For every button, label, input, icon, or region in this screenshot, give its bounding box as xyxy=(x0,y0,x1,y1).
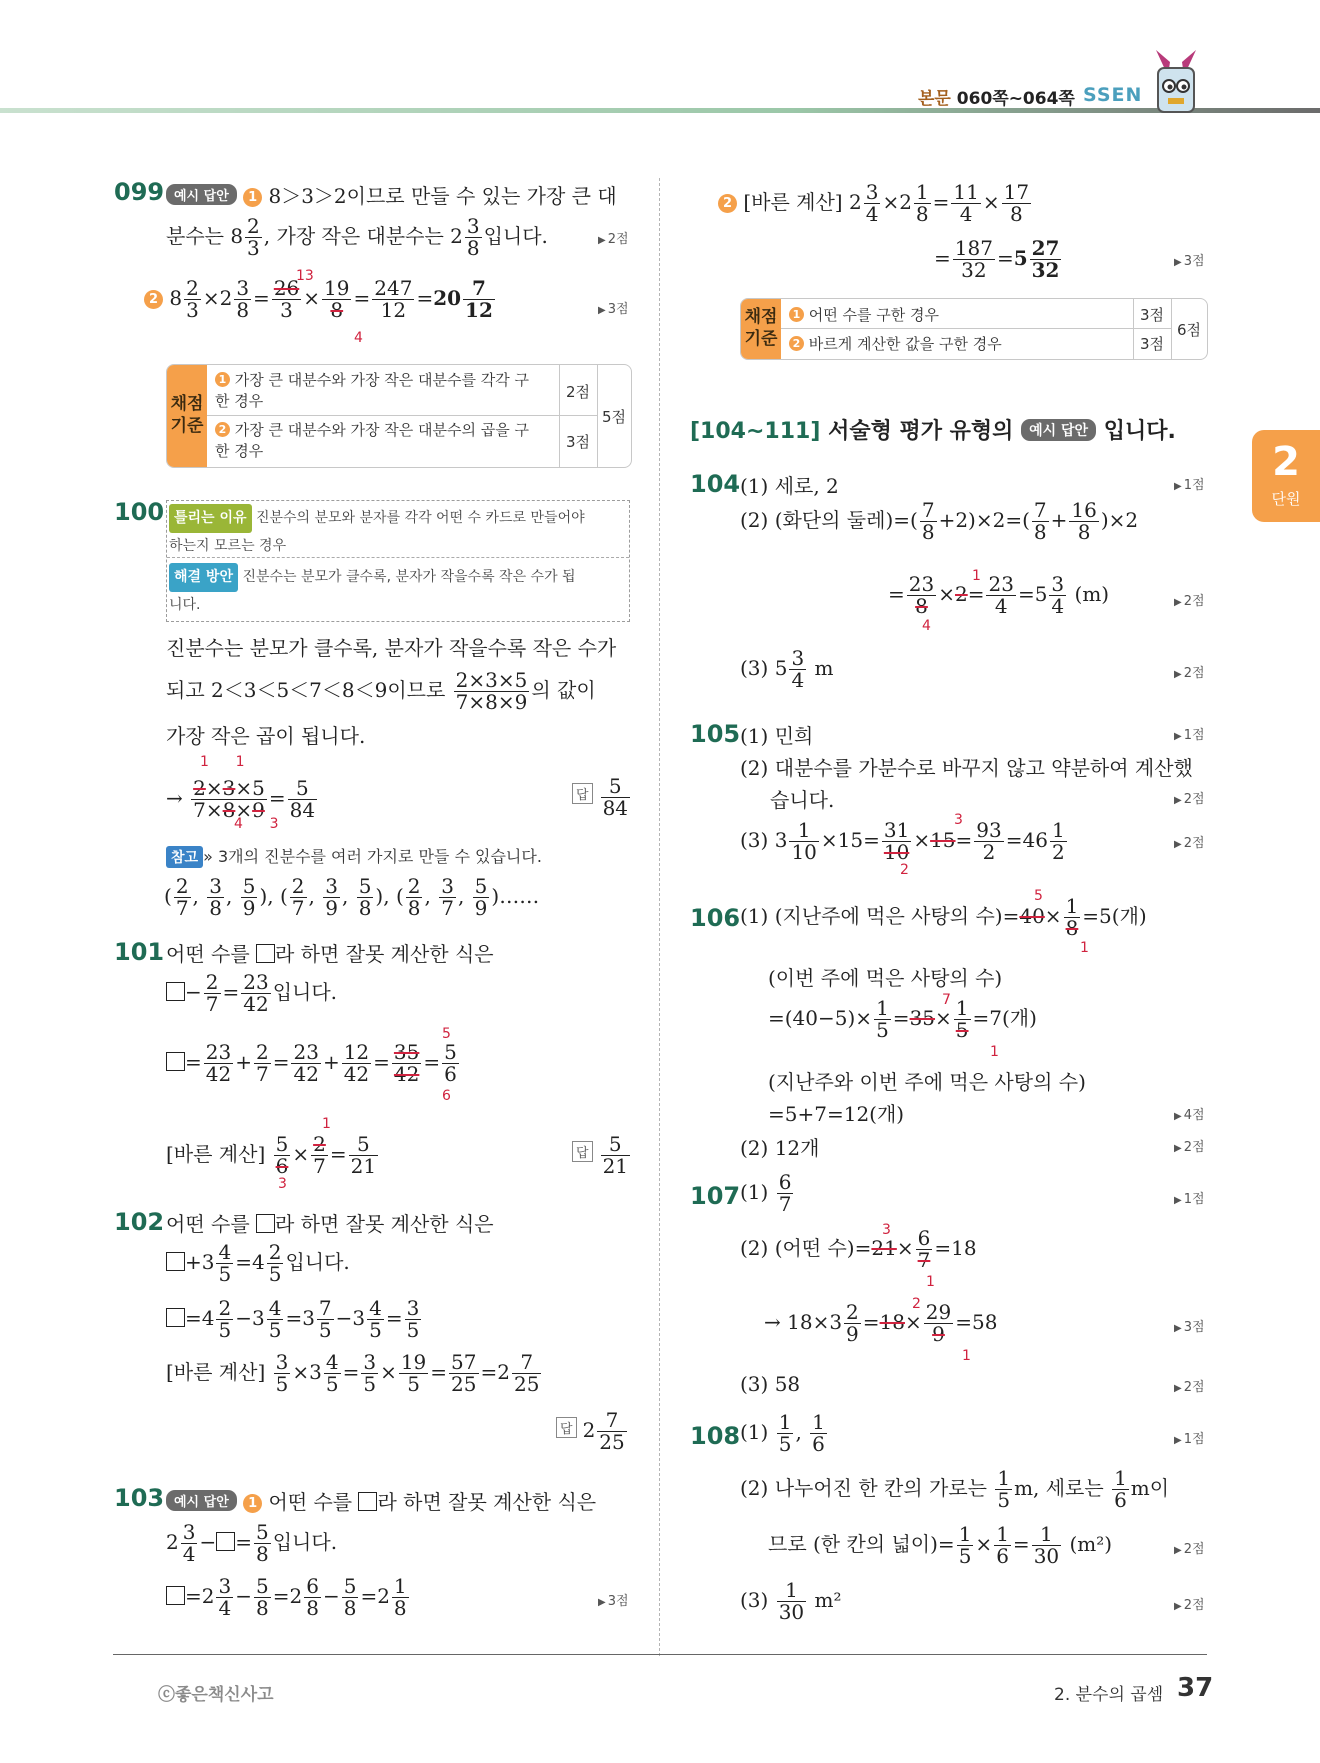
points: ▶ 2점 xyxy=(1174,662,1205,681)
points: ▶ 2점 xyxy=(1174,1136,1205,1155)
section-heading: [104~111] 서술형 평가 유형의 예시 답안 입니다. xyxy=(690,419,1176,444)
copyright: ⓒ좋은책신사고 xyxy=(158,1685,274,1705)
example-answer-badge: 예시 답안 xyxy=(166,184,237,205)
points: ▶ 2점 xyxy=(1174,832,1205,851)
points: ▶ 1점 xyxy=(1174,1428,1205,1447)
scoring-table: 채점 기준 1 가장 큰 대분수와 가장 작은 대분수를 각각 구 한 경우 2 가장 큰 대분수와 가장 작은 대분수의 곱을 구 한 경우 2점 3점 5점 xyxy=(166,364,632,468)
page-number: 37 xyxy=(1177,1673,1214,1703)
chapter-title: 2. 분수의 곱셈 xyxy=(1054,1685,1164,1705)
header-rule xyxy=(0,108,1320,113)
mascot-icon xyxy=(1148,46,1204,118)
points: ▶ 2점 xyxy=(598,228,629,247)
points: ▶ 3점 xyxy=(598,1590,629,1609)
brand-logo: SSEN xyxy=(1083,84,1143,106)
points: ▶ 3점 xyxy=(1174,250,1205,269)
points: ▶ 2점 xyxy=(1174,590,1205,609)
answer: 답 2 $\frac{7}{25}$ xyxy=(556,1410,629,1453)
points: ▶ 4점 xyxy=(1174,1104,1205,1123)
unit-tab[interactable]: 2 단원 xyxy=(1252,430,1320,522)
points: ▶ 2점 xyxy=(1174,788,1205,807)
page-range: 본문 060쪽~064쪽 xyxy=(918,89,1075,109)
points: ▶ 1점 xyxy=(1174,474,1205,493)
tip-box: 틀리는 이유 진분수의 분모와 분자를 각각 어떤 수 카드로 만들어야 하는지 모르는 경우 해결 방안 진분수는 분모가 클수록, 분자가 작을수록 작은 수가 됩 니다. xyxy=(166,500,630,622)
problem-number: 103 xyxy=(114,1484,165,1512)
problem-number: 105 xyxy=(690,720,741,748)
problem-number: 106 xyxy=(690,904,741,932)
problem-099-line-2: 분수는 8 $\frac{2}{3}$ , 가장 작은 대분수는 2 $\frac{3}{8}$ 입니다. xyxy=(166,214,548,260)
points: ▶ 1점 xyxy=(1174,1188,1205,1207)
step-1-marker: 1 xyxy=(243,188,262,207)
problem-number: 104 xyxy=(690,470,741,498)
points: ▶ 3점 xyxy=(598,298,629,317)
points: ▶ 3점 xyxy=(1174,1316,1205,1335)
column-divider xyxy=(659,178,660,1656)
problem-number: 108 xyxy=(690,1422,741,1450)
problem-number: 107 xyxy=(690,1182,741,1210)
points: ▶ 2점 xyxy=(1174,1538,1205,1557)
problem-099-calc: 2 8 $\frac{2}{3}$ ×2 $\frac{3}{8}$ = $\frac{26}{3}$ × $\frac{19}{8}$ = $\frac{247}{12}$ =20 $\frac{7}{12}$ xyxy=(144,278,497,321)
problem-number: 099 xyxy=(114,178,165,206)
problem-number: 102 xyxy=(114,1208,165,1236)
scoring-table: 채점 기준 1 어떤 수를 구한 경우 2 바르게 계산한 값을 구한 경우 3점 3점 6점 xyxy=(740,298,1208,360)
answer: 답 $\frac{5}{84}$ xyxy=(572,776,632,819)
problem-number: 101 xyxy=(114,938,165,966)
footer-rule xyxy=(113,1654,1207,1655)
problem-099-line-1: 예시 답안 1 8＞3＞2이므로 만들 수 있는 가장 큰 대 xyxy=(166,180,617,209)
problem-number: 100 xyxy=(114,498,165,526)
answer: 답 $\frac{5}{21}$ xyxy=(572,1134,632,1177)
points: ▶ 1점 xyxy=(1174,724,1205,743)
points: ▶ 2점 xyxy=(1174,1376,1205,1395)
points: ▶ 2점 xyxy=(1174,1594,1205,1613)
